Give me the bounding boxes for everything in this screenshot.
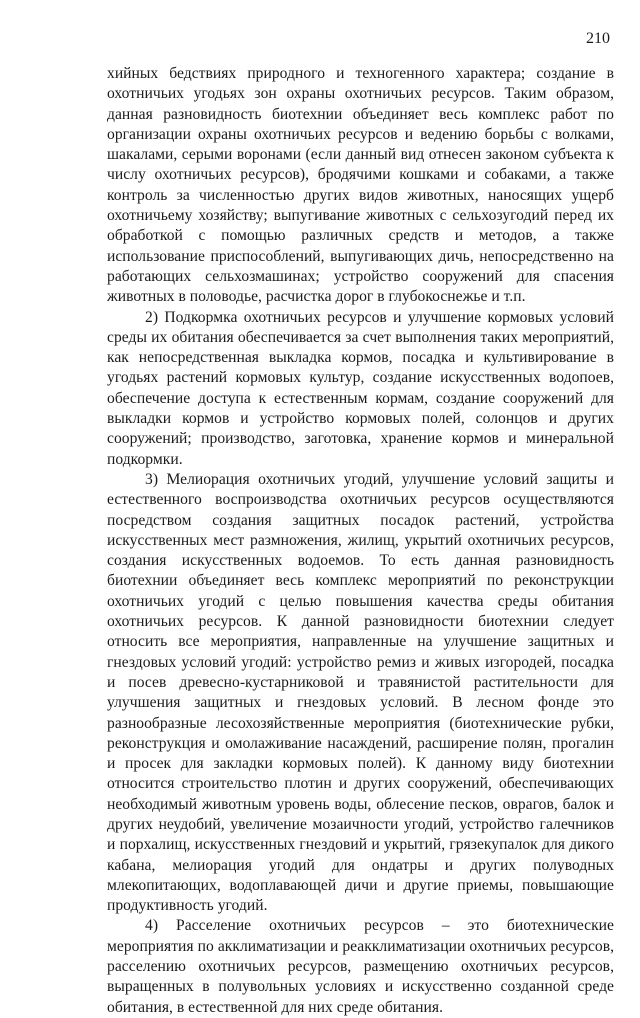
paragraph-resettlement: 4) Расселение охотничьих ресурсов – это биотехнические мероприятия по акклиматизации и реакклиматизации охотничьих ресурсов, расселению охотничьих ресурсов, размещению охотничьих ресурсов, выращенных в полувольных условиях и искусственно созданной среде обитания, в естественной для них среде обитания. (107, 917, 614, 1016)
body-text (107, 64, 614, 1018)
paragraph-feeding: 2) Подкормка охотничьих ресурсов и улучшение кормовых условий среды их обитания обеспечивается за счет выполнения таких мероприятий, как непосредственная выкладка кормов, посадка и культивирование в угодьях растений кормовых культур, создание искусственных водопоев, обеспечение доступа к естественным кормам, создание сооружений для выкладки кормов и устройство кормовых полей, солонцов и других сооружений; производство, заготовка, хранение кормов и минеральной подкормки. (107, 308, 614, 468)
paragraph-continuation: хийных бедствиях природного и техногенного характера; создание в охотничьих угодьях зон охраны охотничьих ресурсов. Таким образом, данная разновидность биотехнии объединяет весь комплекс работ по организации охраны охотничьих ресурсов и ведению борьбы с волками, шакалами, серыми воронами (если данный вид отнесен законом субъекта к числу охотничьих ресурсов), бродячими кошками и собаками, а также контроль за численностью других видов животных, наносящих ущерб охотничьему хозяйству; выпугивание животных с сельхозугодий перед их обработкой с помощью различных средств и методов, а также использование приспособлений, выпугивающих дичь, непосредственно на работающих сельхозмашинах; устройство сооружений для спасения животных в половодье, расчистка дорог в глубокоснежье и т.п. (107, 65, 614, 306)
page-number: 210 (586, 30, 610, 47)
paragraph-melioration: 3) Мелиорация охотничьих угодий, улучшение условий защиты и естественного воспроизводства охотничьих ресурсов осуществляются посредством создания защитных посадок растений, устройства искусственных мест размножения, жилищ, укрытий охотничьих ресурсов, создания искусственных водоемов. То есть данная разновидность биотехнии объединяет весь комплекс мероприятий по реконструкции охотничьих угодий с целью повышения качества среды обитания охотничьих ресурсов. К данной разновидности биотехнии следует относить все мероприятия, направленные на улучшение защитных и гнездовых условий угодий: устройство ремиз и живых изгородей, посадка и посев древесно-кустарниковой и травянистой растительности для улучшения защитных и гнездовых условий. В лесном фонде это разнообразные лесохозяйственные мероприятия (биотехнические рубки, реконструкция и омолаживание насаждений, расширение полян, прогалин и просек для закладки кормовых полей). К данному виду биотехнии относится строительство плотин и других сооружений, обеспечивающих необходимый животным уровень воды, облесение песков, оврагов, балок и других неудобий, увеличение мозаичности угодий, устройство галечников и порхалищ, искусственных гнездовий и укрытий, грязекупалок для дикого кабана, мелиорация угодий для ондатры и других полуводных млекопитающих, водоплавающей дичи и другие приемы, повышающие продуктивность угодий. (107, 470, 614, 915)
